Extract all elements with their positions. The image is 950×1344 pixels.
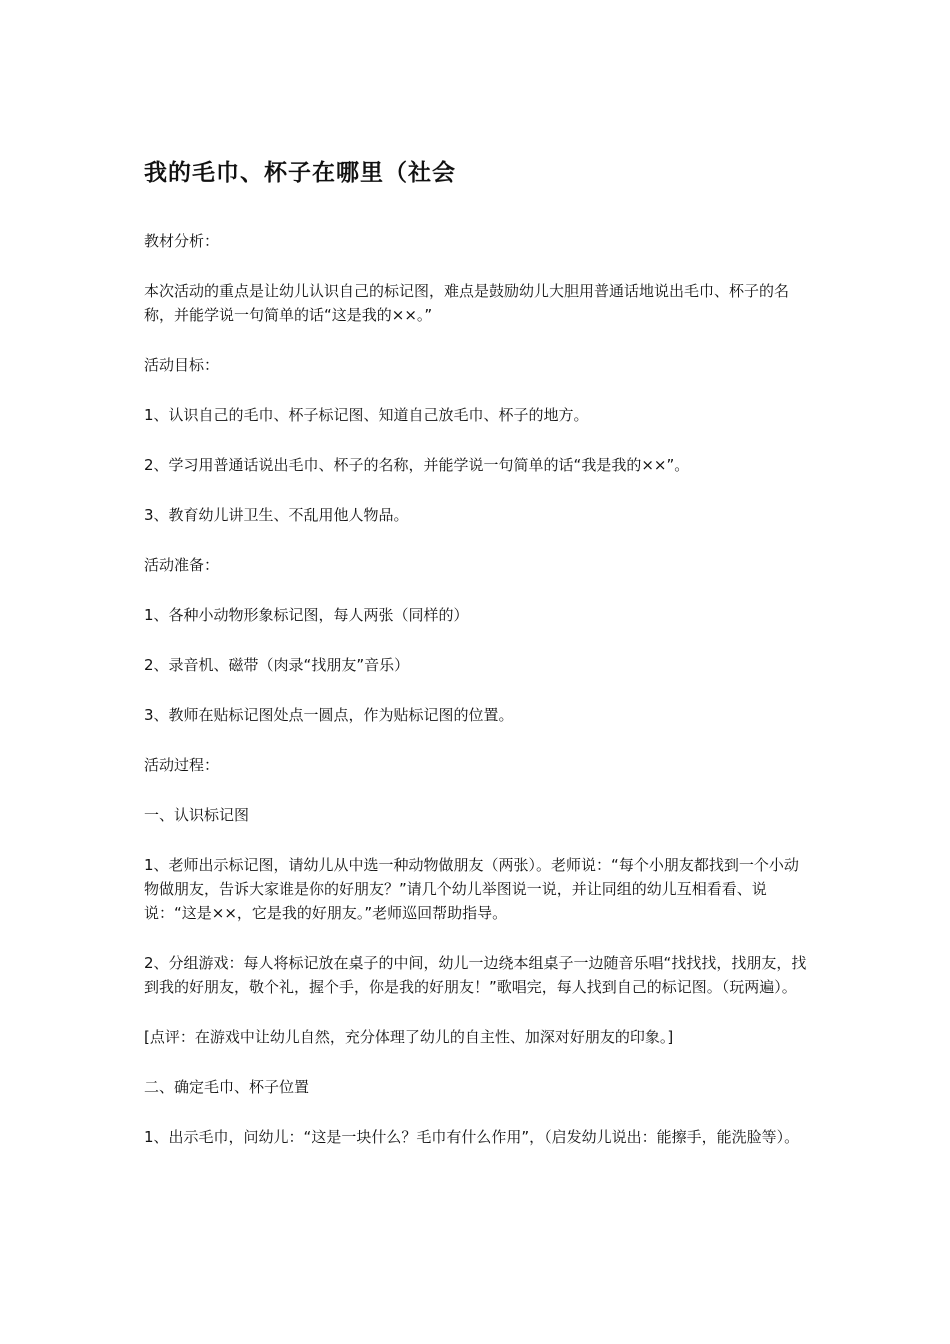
- process-step-1: 1、老师出示标记图，请幼儿从中选一种动物做朋友（两张）。老师说：“每个小朋友都找到一个小动物做朋友，告诉大家谁是你的好朋友？”请几个幼儿举图说一说，并让同组的幼儿互相看看、说说：“这是××，它是我的好朋友。”老师巡回帮助指导。: [144, 856, 799, 922]
- page-title: 我的毛巾、杯子在哪里（社会: [144, 160, 456, 186]
- subsection-heading-1: 一、认识标记图: [144, 806, 250, 824]
- paragraph-materials-analysis: 本次活动的重点是让幼儿认识自己的标记图，难点是鼓励幼儿大胆用普通话地说出毛巾、杯子的名称，并能学说一句简单的话“这是我的××。”: [144, 282, 790, 324]
- goal-item-2: 2、学习用普通话说出毛巾、杯子的名称，并能学说一句简单的话“我是我的××”。: [144, 456, 690, 474]
- goal-item-3: 3、教育幼儿讲卫生、不乱用他人物品。: [144, 506, 409, 524]
- goal-item-1: 1、认识自己的毛巾、杯子标记图、知道自己放毛巾、杯子的地方。: [144, 406, 589, 424]
- document-body: [144, 229, 812, 1175]
- subsection-heading-2: 二、确定毛巾、杯子位置: [144, 1078, 310, 1096]
- process-step-2: 2、分组游戏：每人将标记放在桌子的中间，幼儿一边绕本组桌子一边随音乐唱“找找找，找朋友，找到我的好朋友，敬个礼，握个手，你是我的好朋友！”歌唱完，每人找到自己的标记图。（玩两遍）。: [144, 954, 807, 996]
- process-step-3: 1、出示毛巾，问幼儿：“这是一块什么？毛巾有什么作用”，（启发幼儿说出：能擦手，能洗脸等）。: [144, 1128, 800, 1146]
- preparation-item-3: 3、教师在贴标记图处点一圆点，作为贴标记图的位置。: [144, 706, 514, 724]
- section-heading-materials: 教材分析：: [144, 232, 220, 250]
- comment-note: [点评：在游戏中让幼儿自然，充分体理了幼儿的自主性、加深对好朋友的印象。]: [144, 1028, 674, 1046]
- preparation-item-1: 1、各种小动物形象标记图，每人两张（同样的）: [144, 606, 469, 624]
- section-heading-goals: 活动目标：: [144, 356, 220, 374]
- section-heading-preparation: 活动准备：: [144, 556, 220, 574]
- preparation-item-2: 2、录音机、磁带（肉录“找朋友”音乐）: [144, 656, 410, 674]
- section-heading-process: 活动过程：: [144, 756, 220, 774]
